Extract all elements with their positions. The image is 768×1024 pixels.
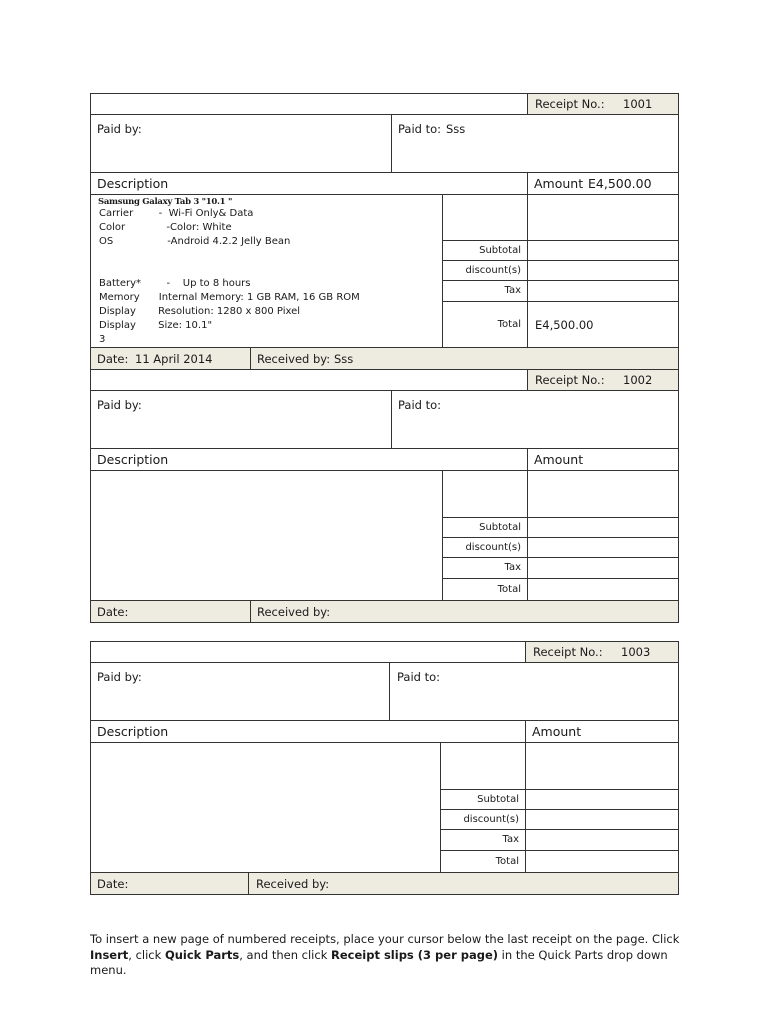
- item-line: Battery* - Up to 8 hours: [99, 278, 251, 289]
- total-label-cell: [442, 301, 528, 348]
- item-line: Display Resolution: 1280 x 800 Pixel: [99, 306, 301, 317]
- description-header: [90, 172, 528, 195]
- receipt-number-label: Receipt No.:: [535, 373, 605, 387]
- receipt-number-label: Receipt No.:: [533, 645, 603, 659]
- tax-label-cell: [442, 280, 528, 302]
- description-header: [90, 448, 528, 471]
- paid-by-label: Paid by:: [97, 398, 142, 412]
- instructions-text: , and then click: [239, 947, 332, 962]
- total-label: Total: [497, 584, 521, 595]
- received-by-label: Received by:: [256, 877, 330, 891]
- receipt-1: [90, 93, 679, 370]
- receipt-2: [90, 369, 679, 623]
- description-label: Description: [97, 724, 169, 739]
- receipt-number-value: 1003: [621, 645, 651, 659]
- tax-value-cell: [525, 829, 679, 851]
- discount-label-cell: [440, 809, 526, 830]
- received-by-cell: [250, 347, 679, 370]
- received-by-label: Received by:: [257, 352, 331, 366]
- description-label: Description: [97, 452, 169, 467]
- quick-parts-keyword: Quick Parts: [164, 947, 240, 962]
- item-line: Carrier - Wi-Fi Only& Data: [99, 208, 254, 219]
- amount-header: [527, 172, 679, 195]
- total-label: Total: [495, 856, 519, 867]
- amount-label: Amount: [532, 724, 582, 739]
- receipt-number-value: 1002: [623, 373, 653, 387]
- paid-to-label: Paid to:: [397, 670, 441, 684]
- tax-label: Tax: [504, 285, 521, 296]
- item-line: Color -Color: White: [99, 222, 232, 233]
- paid-by-cell: [90, 662, 390, 721]
- summary-blank: [442, 470, 528, 518]
- paid-to-label: Paid to:: [398, 122, 442, 136]
- amount-value: E4,500.00: [588, 176, 652, 191]
- paid-to-label: Paid to:: [398, 398, 442, 412]
- total-value-cell: [527, 578, 679, 601]
- discount-label: discount(s): [465, 265, 521, 276]
- description-header: [90, 720, 526, 743]
- amount-blank: [527, 470, 679, 518]
- discount-value-cell: [527, 537, 679, 558]
- item-line: Memory Internal Memory: 1 GB RAM, 16 GB ROM: [99, 292, 360, 303]
- description-body: [90, 470, 443, 601]
- receipt-number-label: Receipt No.:: [535, 97, 605, 111]
- tax-label: Tax: [502, 834, 519, 845]
- amount-blank: [527, 194, 679, 241]
- receipt-number-value: 1001: [623, 97, 653, 111]
- receipt-number-cell: [527, 369, 679, 391]
- subtotal-label: Subtotal: [477, 794, 519, 805]
- receipt-number-cell: [525, 641, 679, 663]
- amount-blank: [525, 742, 679, 790]
- received-by-cell: [248, 872, 679, 895]
- total-label-cell: [442, 578, 528, 601]
- paid-to-cell: [389, 662, 679, 721]
- description-body: [90, 194, 443, 348]
- subtotal-label-cell: [442, 240, 528, 261]
- date-cell: [90, 347, 251, 370]
- amount-label: Amount: [534, 176, 584, 191]
- total-label: Total: [497, 319, 521, 330]
- date-cell: [90, 600, 251, 623]
- insert-keyword: Insert: [90, 947, 129, 962]
- summary-blank: [442, 194, 528, 241]
- receipt-number-cell: [527, 93, 679, 115]
- received-by-label: Received by:: [257, 605, 331, 619]
- subtotal-label: Subtotal: [479, 245, 521, 256]
- total-label-cell: [440, 850, 526, 873]
- receipt-slips-keyword: Receipt slips (3 per page): [331, 947, 499, 962]
- date-label: Date:: [97, 877, 129, 891]
- item-line: Display Size: 10.1": [99, 320, 213, 331]
- description-body: [90, 742, 441, 873]
- paid-to-cell: [391, 114, 679, 173]
- discount-value-cell: [525, 809, 679, 830]
- subtotal-label: Subtotal: [479, 522, 521, 533]
- amount-header: [527, 448, 679, 471]
- paid-by-cell: [90, 114, 392, 173]
- date-label: Date:: [97, 605, 129, 619]
- tax-label-cell: [440, 829, 526, 851]
- date-cell: [90, 872, 249, 895]
- paid-to-value: Sss: [446, 122, 466, 136]
- tax-label-cell: [442, 557, 528, 579]
- subtotal-label-cell: [442, 517, 528, 538]
- receipt-header-blank: [90, 369, 528, 391]
- subtotal-value-cell: [527, 240, 679, 261]
- receipt-header-blank: [90, 93, 528, 115]
- item-line: 3: [99, 334, 106, 345]
- discount-label: discount(s): [463, 814, 519, 825]
- instructions-text: , click: [128, 947, 165, 962]
- discount-label-cell: [442, 537, 528, 558]
- total-value-cell: [527, 301, 679, 348]
- description-label: Description: [97, 176, 169, 191]
- tax-value-cell: [527, 280, 679, 302]
- received-by-cell: [250, 600, 679, 623]
- subtotal-label-cell: [440, 789, 526, 810]
- discount-label: discount(s): [465, 542, 521, 553]
- tax-label: Tax: [504, 562, 521, 573]
- instructions-text: To insert a new page of numbered receipts, place your cursor below the last receipt on the page. Click: [90, 932, 680, 946]
- receipt-header-blank: [90, 641, 526, 663]
- discount-label-cell: [442, 260, 528, 281]
- instructions-text: in the Quick Parts drop down menu.: [90, 947, 668, 977]
- discount-value-cell: [527, 260, 679, 281]
- total-value: E4,500.00: [535, 318, 594, 332]
- tax-value-cell: [527, 557, 679, 579]
- instructions-paragraph: [90, 932, 680, 979]
- paid-by-label: Paid by:: [97, 670, 142, 684]
- summary-blank: [440, 742, 526, 790]
- item-title: Samsung Galaxy Tab 3 "10.1 ": [98, 197, 233, 207]
- amount-header: [525, 720, 679, 743]
- receipt-3: [90, 641, 679, 895]
- paid-by-cell: [90, 390, 392, 449]
- subtotal-value-cell: [527, 517, 679, 538]
- paid-to-cell: [391, 390, 679, 449]
- date-label: Date:: [97, 352, 129, 366]
- paid-by-label: Paid by:: [97, 122, 142, 136]
- received-by-value: Sss: [334, 352, 354, 366]
- subtotal-value-cell: [525, 789, 679, 810]
- amount-label: Amount: [534, 452, 584, 467]
- date-value: 11 April 2014: [135, 352, 213, 366]
- item-line: OS -Android 4.2.2 Jelly Bean: [99, 236, 291, 247]
- total-value-cell: [525, 850, 679, 873]
